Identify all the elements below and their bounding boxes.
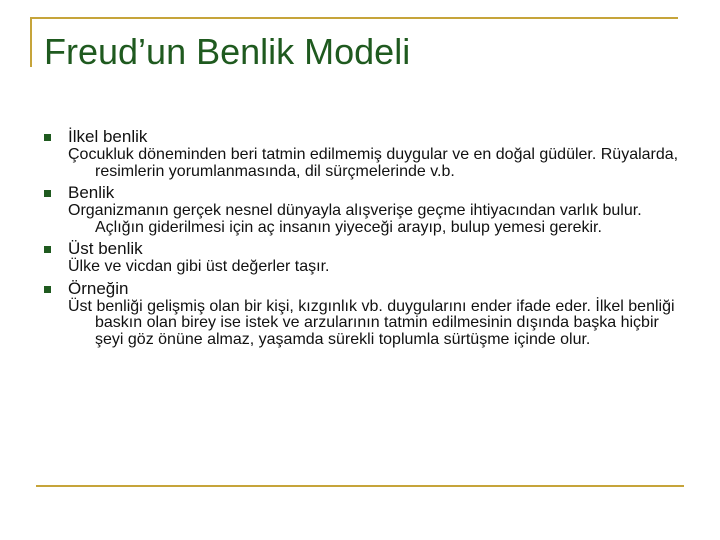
square-bullet-icon [44,190,51,197]
slide-title: Freud’un Benlik Modeli [44,31,411,72]
square-bullet-icon [44,246,51,253]
item-text: Ülke ve vicdan gibi üst değerler taşır. [68,258,330,275]
item-text: Üst benliği gelişmiş olan bir kişi, kızgınlık vb. duygularını ender ifade eder. İlkel benliği baskın olan birey ise istek ve arzularının tatmin edilmesinin dışında başka hiçbir şeyi göz önüne almaz, yaşamda sürekli toplumla sürtüşme içinde olur. [68,297,675,348]
item-text: Organizmanın gerçek nesnel dünyayla alışverişe geçme ihtiyacından varlık bulur. Açlığın giderilmesi için aç insanın yiyeceği arayıp, bulup yemesi gerekir. [68,202,642,236]
item-heading: İlkel benlik [68,127,148,146]
list-item [44,278,684,349]
item-heading: Üst benlik [68,239,143,258]
list-item [44,126,684,180]
square-bullet-icon [44,286,51,293]
item-heading: Örneğin [68,278,129,298]
item-heading: Benlik [68,183,115,202]
square-bullet-icon [44,134,51,141]
bottom-decorative-rule [36,485,684,487]
top-decorative-rule [30,17,678,19]
item-text: Çocukluk döneminden beri tatmin edilmemiş duygular ve en doğal güdüler. Rüyalarda, resimlerin yorumlanmasında, dil sürçmelerinde v.b. [68,146,679,180]
list-item [44,238,684,276]
bullet-list [44,126,684,350]
list-item [44,182,684,236]
left-decorative-rule [30,17,32,67]
